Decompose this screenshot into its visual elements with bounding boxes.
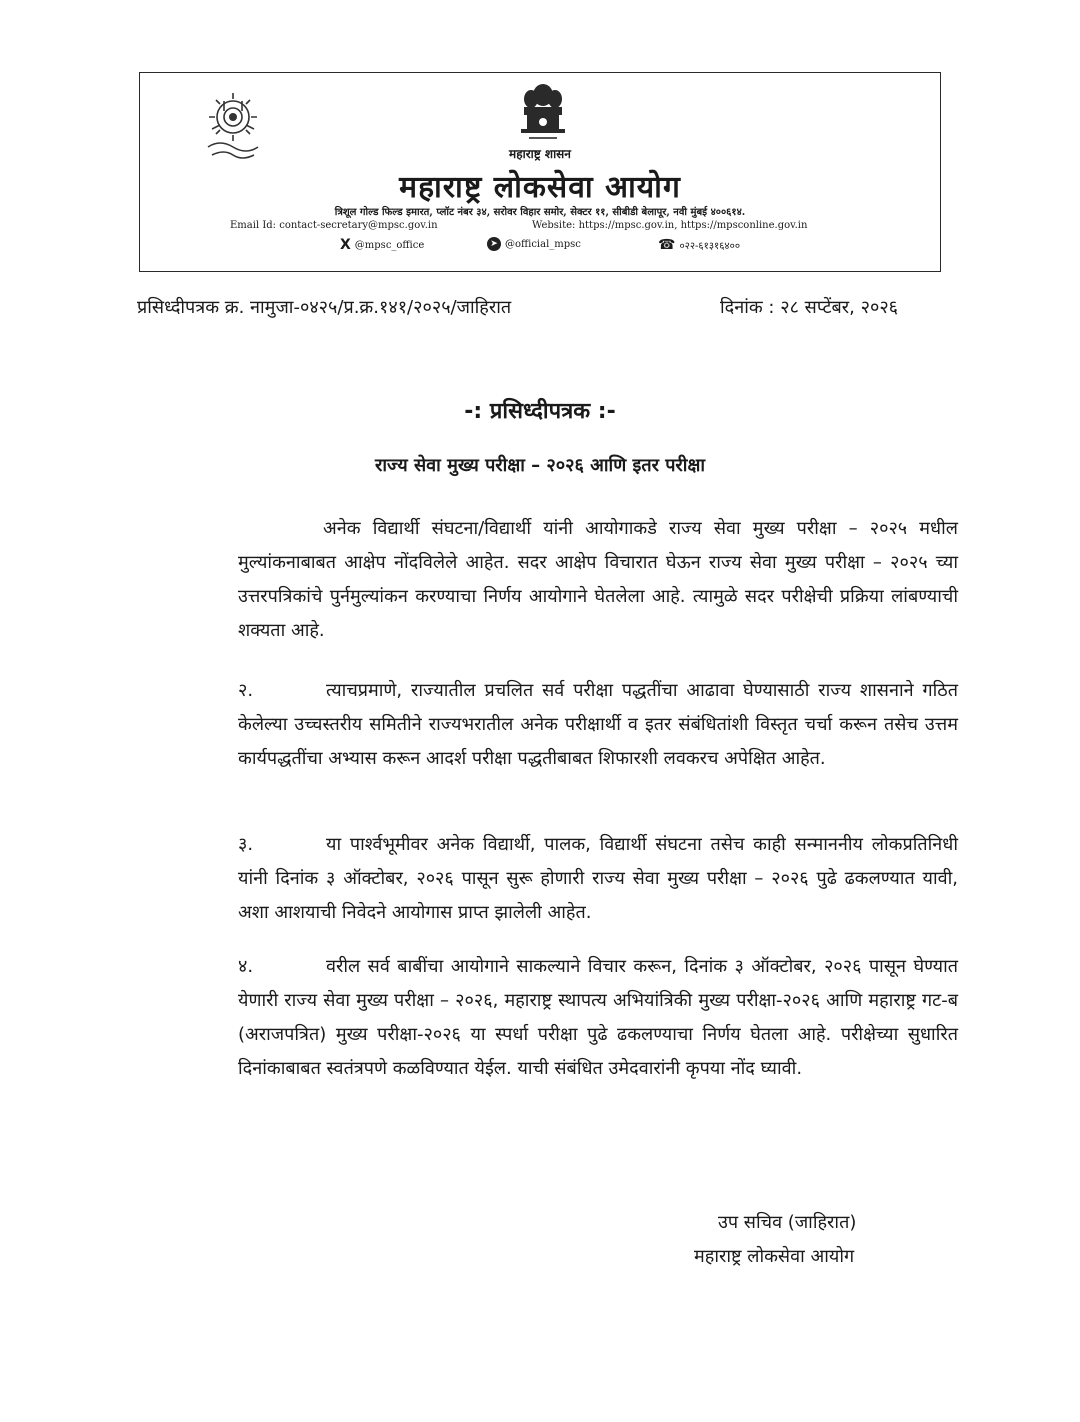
document-subject: राज्य सेवा मुख्य परीक्षा – २०२६ आणि इतर परीक्षा: [374, 455, 706, 476]
paragraph-1: [238, 512, 958, 648]
signatory-designation: उप सचिव (जाहिरात): [718, 1212, 857, 1233]
paragraph-text: अनेक विद्यार्थी संघटना/विद्यार्थी यांनी आयोगाकडे राज्य सेवा मुख्य परीक्षा – २०२५ मधील मुल्यांकनाबाबत आक्षेप नोंदविलेले आहेत. सदर आक्षेप विचारात घेऊन राज्य सेवा मुख्य परीक्षा – २०२५ च्या उत्तरपत्रिकांचे पुर्नमुल्यांकन करण्याचा निर्णय आयोगाने घेतलेला आहे. त्यामुळे सदर परीक्षेची प्रक्रिया लांबण्याची शक्यता आहे.: [238, 518, 958, 641]
issue-date: दिनांक : २८ सप्टेंबर, २०२६: [720, 297, 899, 318]
paragraph-number: ३.: [238, 834, 254, 855]
x-link: [340, 237, 424, 253]
paragraph-text: या पार्श्वभूमीवर अनेक विद्यार्थी, पालक, विद्यार्थी संघटना तसेच काही सन्माननीय लोकप्रतिनिधी यांनी दिनांक ३ ऑक्टोबर, २०२६ पासून सुरू होणारी राज्य सेवा मुख्य परीक्षा – २०२६ पुढे ढकलण्यात यावी, अशा आशयाची निवेदने आयोगास प्राप्त झालेली आहेत.: [238, 834, 958, 923]
letterhead: [139, 72, 941, 272]
reference-number: प्रसिध्दीपत्रक क्र. नामुजा-०४२५/प्र.क्र.१४१/२०२५/जाहिरात: [137, 297, 512, 318]
paragraph-3: [238, 828, 958, 930]
paragraph-2: [238, 674, 958, 776]
telegram-icon: ➤: [487, 237, 501, 251]
x-handle: @mpsc_office: [354, 239, 425, 251]
paragraph-number: ४.: [238, 956, 254, 977]
phone-icon: ☎: [658, 237, 676, 253]
document-title: -: प्रसिध्दीपत्रक :-: [464, 399, 616, 424]
telegram-handle: @official_mpsc: [505, 238, 581, 250]
website-text: Website: https://mpsc.gov.in, https://mpsconline.gov.in: [532, 220, 808, 231]
paragraph-4: [238, 950, 958, 1086]
national-emblem: [515, 81, 571, 147]
paragraph-text: वरील सर्व बाबींचा आयोगाने साकल्याने विचार करून, दिनांक ३ ऑक्टोबर, २०२६ पासून घेण्यात येणारी राज्य सेवा मुख्य परीक्षा – २०२६, महाराष्ट्र स्थापत्य अभियांत्रिकी मुख्य परीक्षा-२०२६ आणि महाराष्ट्र गट-ब (अराजपत्रित) मुख्य परीक्षा-२०२६ या स्पर्धा परीक्षा पुढे ढकलण्याचा निर्णय घेतला आहे. परीक्षेच्या सुधारित दिनांकाबाबत स्वतंत्रपणे कळविण्यात येईल. याची संबंधित उमेदवारांनी कृपया नोंद घ्यावी.: [238, 956, 958, 1079]
telegram-link: [487, 237, 581, 251]
phone-info: [658, 237, 740, 253]
social-links: [140, 237, 940, 257]
phone-number: ०२२-६१३१६४००: [679, 241, 741, 252]
office-address: त्रिशूल गोल्ड फिल्ड इमारत, प्लॉट नंबर ३४, सरोवर विहार समोर, सेक्टर ११, सीबीडी बेलापूर, नवी मुंबई ४००६१४.: [334, 207, 746, 218]
email-text: Email Id: contact-secretary@mpsc.gov.in: [230, 220, 438, 231]
organization-name: महाराष्ट्र लोकसेवा आयोग: [399, 170, 681, 205]
paragraph-number: २.: [238, 680, 254, 701]
paragraph-text: त्याचप्रमाणे, राज्यातील प्रचलित सर्व परीक्षा पद्धतींचा आढावा घेण्यासाठी राज्य शासनाने गठित केलेल्या उच्चस्तरीय समितीने राज्यभरातील अनेक परीक्षार्थी व इतर संबंधितांशी विस्तृत चर्चा करून तसेच उत्तम कार्यपद्धतींचा अभ्यास करून आदर्श परीक्षा पद्धतीबाबत शिफारशी लवकरच अपेक्षित आहेत.: [238, 680, 958, 769]
government-line: महाराष्ट्र शासन: [509, 147, 571, 161]
x-icon: X: [340, 237, 351, 253]
signatory-organization: महाराष्ट्र लोकसेवा आयोग: [694, 1246, 855, 1267]
